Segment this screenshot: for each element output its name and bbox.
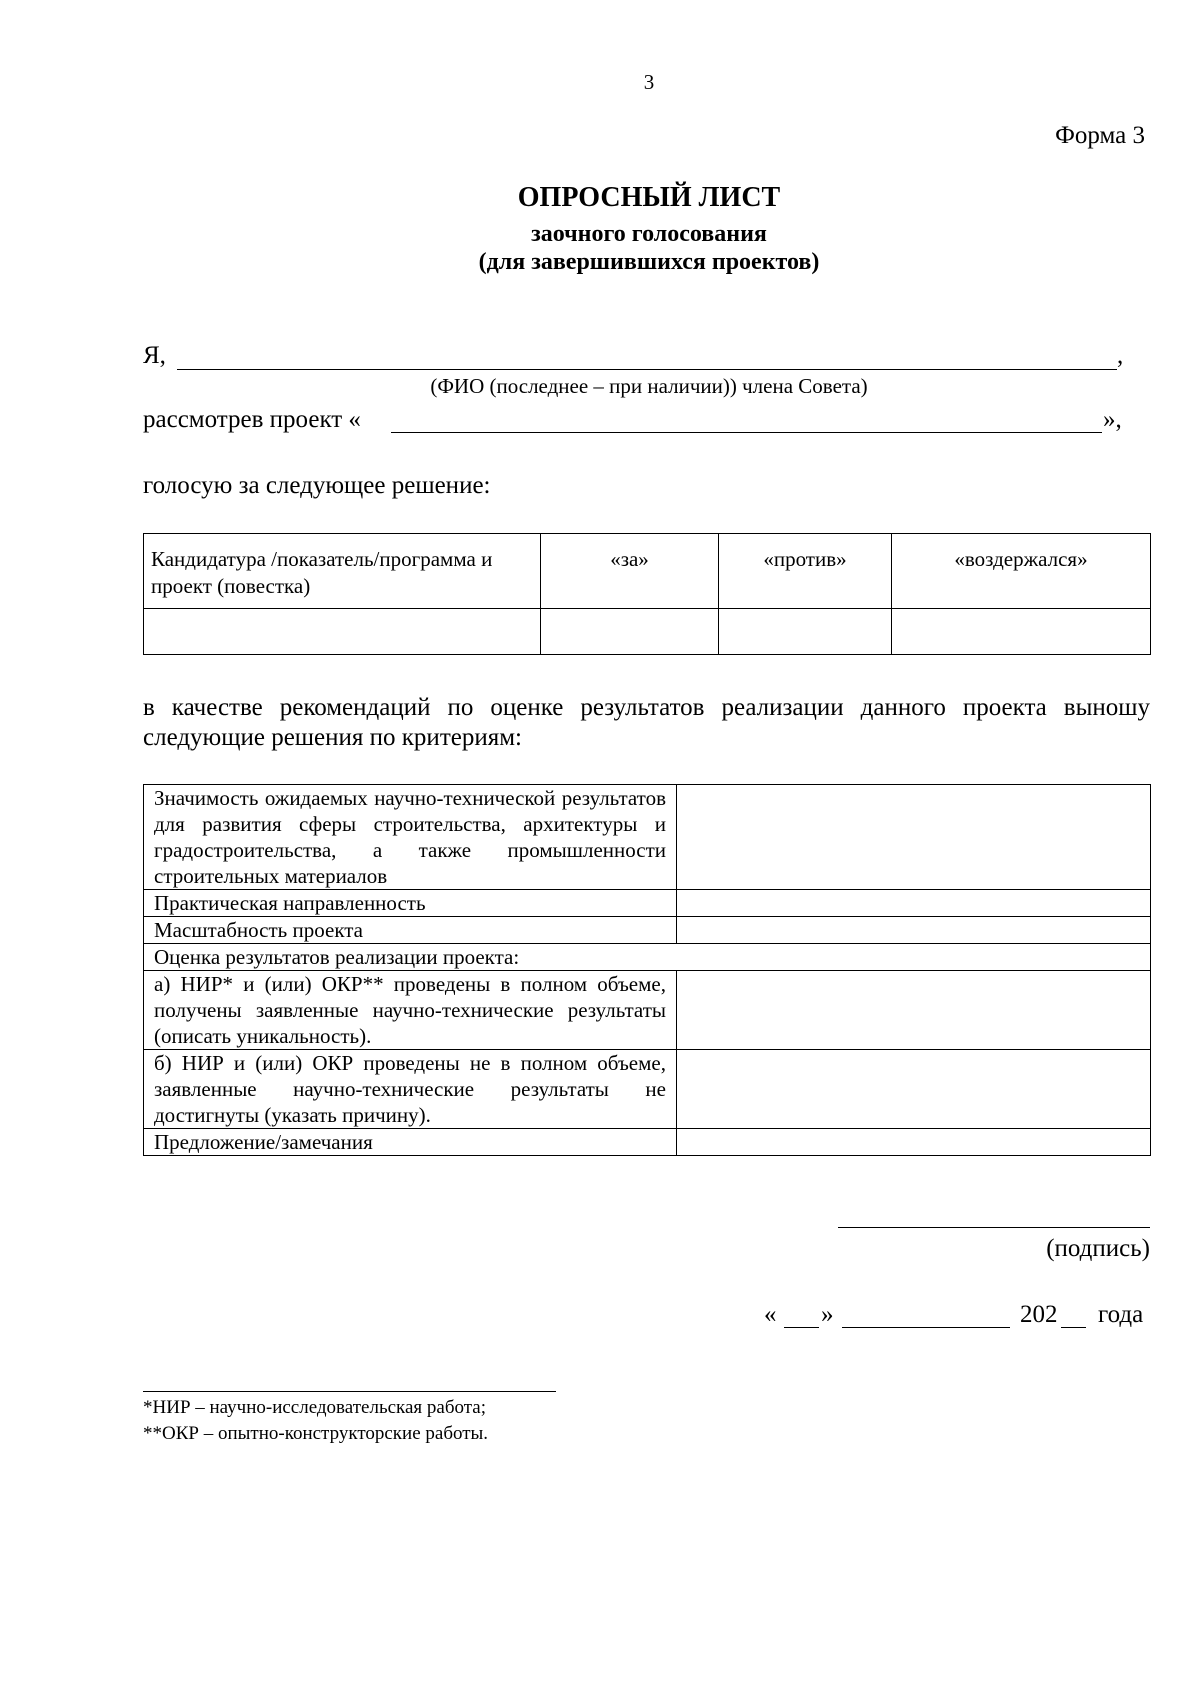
vote-header-abstain: «воздержался» xyxy=(892,534,1151,609)
subtitle-line-2: (для завершившихся проектов) xyxy=(478,248,820,275)
recommendation-paragraph: в качестве рекомендаций по оценке результатов реализации данного проекта выношу следующие решения по критериям: xyxy=(143,694,1150,751)
project-name-field[interactable] xyxy=(391,432,1102,433)
date-open-quote: « xyxy=(764,1301,777,1328)
project-suffix: », xyxy=(1103,406,1122,433)
voter-suffix: , xyxy=(1117,342,1124,369)
vote-intro: голосую за следующее решение: xyxy=(143,472,491,499)
criteria-table xyxy=(143,784,1151,1156)
criteria-value-remarks[interactable] xyxy=(677,1129,1151,1156)
criteria-label-remarks: Предложение/замечания xyxy=(144,1129,677,1156)
voter-name-field[interactable] xyxy=(177,369,1117,370)
vote-header-candidate: Кандидатура /показатель/программа и проект (повестка) xyxy=(144,534,541,609)
criteria-row-remarks xyxy=(144,1129,1151,1156)
vote-table xyxy=(143,533,1151,655)
criteria-label-scale: Масштабность проекта xyxy=(144,917,677,944)
vote-table-header-row xyxy=(144,534,1151,609)
vote-cell-for[interactable] xyxy=(541,609,719,655)
criteria-label-practical: Практическая направленность xyxy=(144,890,677,917)
criteria-value-practical[interactable] xyxy=(677,890,1151,917)
signature-field[interactable] xyxy=(838,1227,1150,1228)
date-year-suffix: года xyxy=(1098,1301,1144,1328)
criteria-value-significance[interactable] xyxy=(677,785,1151,890)
criteria-value-scale[interactable] xyxy=(677,917,1151,944)
document-subtitle xyxy=(0,221,1200,276)
vote-header-against: «против» xyxy=(719,534,892,609)
vote-header-for: «за» xyxy=(541,534,719,609)
voter-prefix: Я, xyxy=(143,342,166,369)
project-prefix: рассмотрев проект « xyxy=(143,406,361,433)
criteria-row-full xyxy=(144,971,1151,1050)
signature-caption: (подпись) xyxy=(1046,1235,1150,1262)
document-title: ОПРОСНЫЙ ЛИСТ xyxy=(517,182,781,213)
criteria-row-practical xyxy=(144,890,1151,917)
vote-cell-abstain[interactable] xyxy=(892,609,1151,655)
vote-table-row xyxy=(144,609,1151,655)
date-month-field[interactable] xyxy=(842,1327,1010,1328)
criteria-row-partial xyxy=(144,1050,1151,1129)
criteria-row-scale xyxy=(144,917,1151,944)
date-day-field[interactable] xyxy=(784,1327,819,1328)
date-year-field[interactable] xyxy=(1061,1327,1086,1328)
footnote-separator xyxy=(143,1391,556,1392)
criteria-label-assessment: Оценка результатов реализации проекта: xyxy=(144,944,1151,971)
date-year-prefix: 202 xyxy=(1020,1301,1058,1328)
page-number: 3 xyxy=(643,70,655,94)
form-label: Форма 3 xyxy=(1055,122,1145,149)
criteria-value-partial[interactable] xyxy=(677,1050,1151,1129)
footnote-okr: **ОКР – опытно-конструкторские работы. xyxy=(143,1423,489,1444)
footnote-nir: *НИР – научно-исследовательская работа; xyxy=(143,1397,487,1418)
vote-cell-candidate[interactable] xyxy=(144,609,541,655)
vote-cell-against[interactable] xyxy=(719,609,892,655)
criteria-label-partial: б) НИР и (или) ОКР проведены не в полном объеме, заявленные научно-технические результаты не достигнуты (указать причину). xyxy=(144,1050,677,1129)
voter-caption: (ФИО (последнее – при наличии)) члена Совета) xyxy=(430,374,868,398)
criteria-row-significance xyxy=(144,785,1151,890)
date-close-quote: » xyxy=(821,1301,834,1328)
criteria-label-significance: Значимость ожидаемых научно-технической результатов для развития сферы строительства, архитектуры и градостроительства, а также промышленности строительных материалов xyxy=(144,785,677,890)
criteria-label-full: а) НИР* и (или) ОКР** проведены в полном объеме, получены заявленные научно-технические результаты (описать уникальность). xyxy=(144,971,677,1050)
criteria-row-assessment xyxy=(144,944,1151,971)
subtitle-line-1: заочного голосования xyxy=(531,221,767,247)
criteria-value-full[interactable] xyxy=(677,971,1151,1050)
